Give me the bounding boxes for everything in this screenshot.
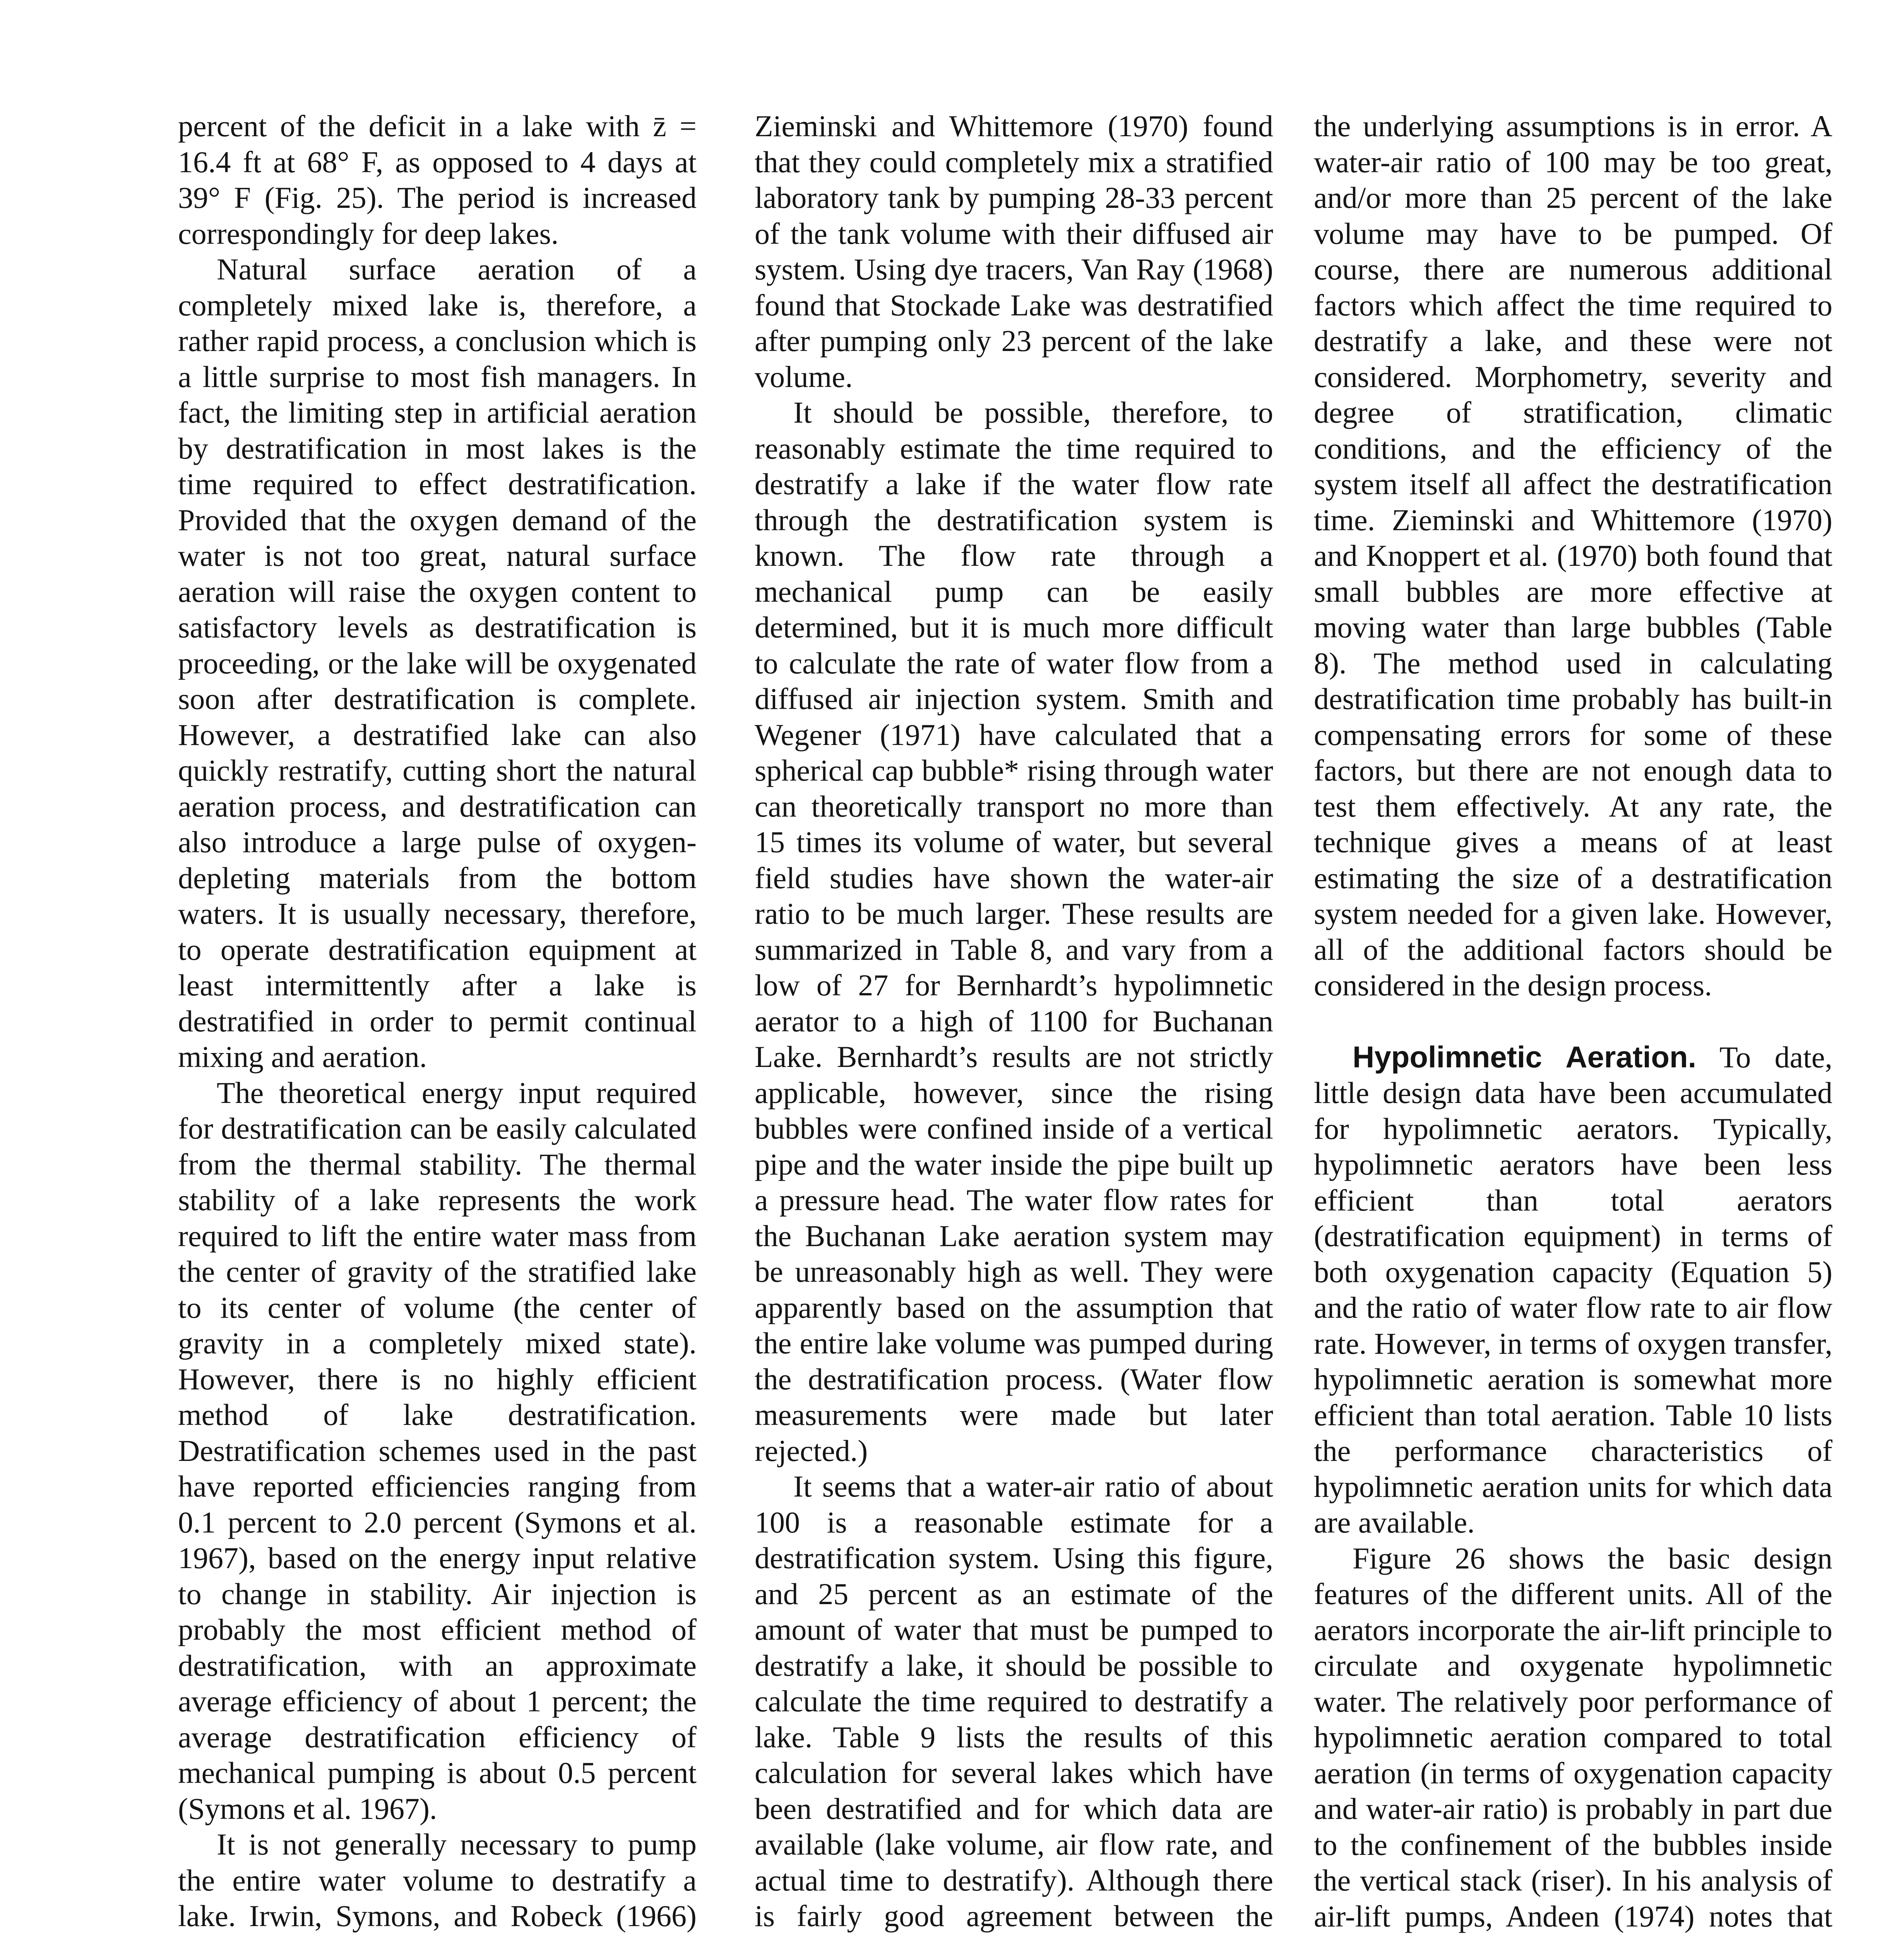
paragraph: Figure 26 shows the basic design features of the different units. All of the aerators incorporate the air-lift principle to circulate and oxygenate hypolimnetic water. The relatively poor performance of hypolimnetic aeration compared to total aeration (in terms of oxygenation capacity and water-air ratio) is probably in part due to the confinement of the bubbles inside the vertical stack (riser). In his analysis of air-lift pumps, Andeen (1974) notes that xyxy=(1314,1541,1832,1933)
paragraph: It is not generally necessary to pump the entire water volume to destratify a lake. Irwin, Symons, and Robeck (1966) xyxy=(178,1827,697,1933)
column-2 xyxy=(755,108,1273,1935)
paragraph: It should be possible, therefore, to reasonably estimate the time required to destratify a lake if the water flow rate through the destratification system is known. The flow rate through a mechanical pump can be easily determined, but it is much more difficult to calculate the rate of water flow from a diffused air injection system. Smith and Wegener (1971) have calculated that a spherical cap bubble* rising through water can theoretically transport no more than 15 times its volume of water, but several field studies have shown the water-air ratio to be much larger. These results are summarized in Table 8, and vary from a low of 27 for Bernhardt’s hypolimnetic aerator to a high of 1100 for Buchanan Lake. Bernhardt’s results are not strictly applicable, however, since the rising bubbles were confined inside of a vertical pipe and the water inside the pipe built up a pressure head. The water flow rates for the Buchanan Lake aeration system may be unreasonably high as well. They were apparently based on the assumption that the entire lake volume was pumped during the destratification process. (Water flow measurements were made but later rejected.) xyxy=(755,396,1273,1468)
column-3 xyxy=(1314,108,1832,1935)
paragraph: It seems that a water-air ratio of about 100 is a reasonable estimate for a destratification system. Using this figure, and 25 percent as an estimate of the amount of water that must be pumped to destratify a lake, it should be possible to calculate the time required to destratify a lake. Table 9 lists the results of this calculation for several lakes which have been destratified and for which data are available (lake volume, air flow rate, and actual time to destratify). Although there is fairly good agreement between the xyxy=(755,1469,1273,1933)
section-spacer xyxy=(1314,1003,1832,1039)
paragraph: The theoretical energy input required for destratification can be easily calculated from the thermal stability. The thermal stability of a lake represents the work required to lift the entire water mass from the center of gravity of the stratified lake to its center of volume (the center of gravity in a completely mixed state). However, there is no highly efficient method of lake destratification. Destratification schemes used in the past have reported efficiencies ranging from 0.1 percent to 2.0 percent (Symons et al. 1967), based on the energy input relative to change in stability. Air injection is probably the most efficient method of destratification, with an approximate average efficiency of about 1 percent; the average destratification efficiency of mechanical pumping is about 0.5 percent (Symons et al. 1967). xyxy=(178,1075,697,1825)
section-heading: Hypolimnetic Aeration. xyxy=(1353,1039,1697,1074)
paragraph: Natural surface aeration of a completely mixed lake is, therefore, a rather rapid process, a conclusion which is a little surprise to most fish managers. In fact, the limiting step in artificial aeration by destratification in most lakes is the time required to effect destratification. Provided that the oxygen demand of the water is not too great, natural surface aeration will raise the oxygen content to satisfactory levels as destratification is proceeding, or the lake will be oxygenated soon after destratification is complete. However, a destratified lake can also quickly restratify, cutting short the natural aeration process, and destratification can also introduce a large pulse of oxygen-depleting materials from the bottom waters. It is usually necessary, therefore, to operate destratification equipment at least intermittently after a lake is destratified in order to permit continual mixing and aeration. xyxy=(178,252,697,1074)
section-text: To date, little design data have been accumulated for hypolimnetic aerators. Typically, hypolimnetic aerators have been less efficient than total aerators (destratification equipment) in terms of both oxygenation capacity (Equation 5) and the ratio of water flow rate to air flow rate. However, in terms of oxygen transfer, hypolimnetic aeration is somewhat more efficient than total aeration. Table 10 lists the performance characteristics of hypolimnetic aeration units for which data are available. xyxy=(1314,1040,1832,1539)
paragraph: the underlying assumptions is in error. A water-air ratio of 100 may be too great, and/or more than 25 percent of the lake volume may have to be pumped. Of course, there are numerous additional factors which affect the time required to destratify a lake, and these were not considered. Morphometry, severity and degree of stratification, climatic conditions, and the efficiency of the system itself all affect the destratification time. Zieminski and Whittemore (1970) and Knoppert et al. (1970) both found that small bubbles are more effective at moving water than large bubbles (Table 8). The method used in calculating destratification time probably has built-in compensating errors for some of these factors, but there are not enough data to test them effectively. At any rate, the technique gives a means of at least estimating the size of a destratification system needed for a given lake. However, all of the additional factors should be considered in the design process. xyxy=(1314,109,1832,1002)
paragraph: Zieminski and Whittemore (1970) found that they could completely mix a stratified laboratory tank by pumping 28-33 percent of the tank volume with their diffused air system. Using dye tracers, Van Ray (1968) found that Stockade Lake was destratified after pumping only 23 percent of the lake volume. xyxy=(755,109,1273,394)
section-paragraph xyxy=(1314,1039,1832,1541)
column-1 xyxy=(178,108,697,1935)
paragraph: percent of the deficit in a lake with z̄ = 16.4 ft at 68° F, as opposed to 4 days at 39° F (Fig. 25). The period is increased correspondingly for deep lakes. xyxy=(178,109,697,250)
